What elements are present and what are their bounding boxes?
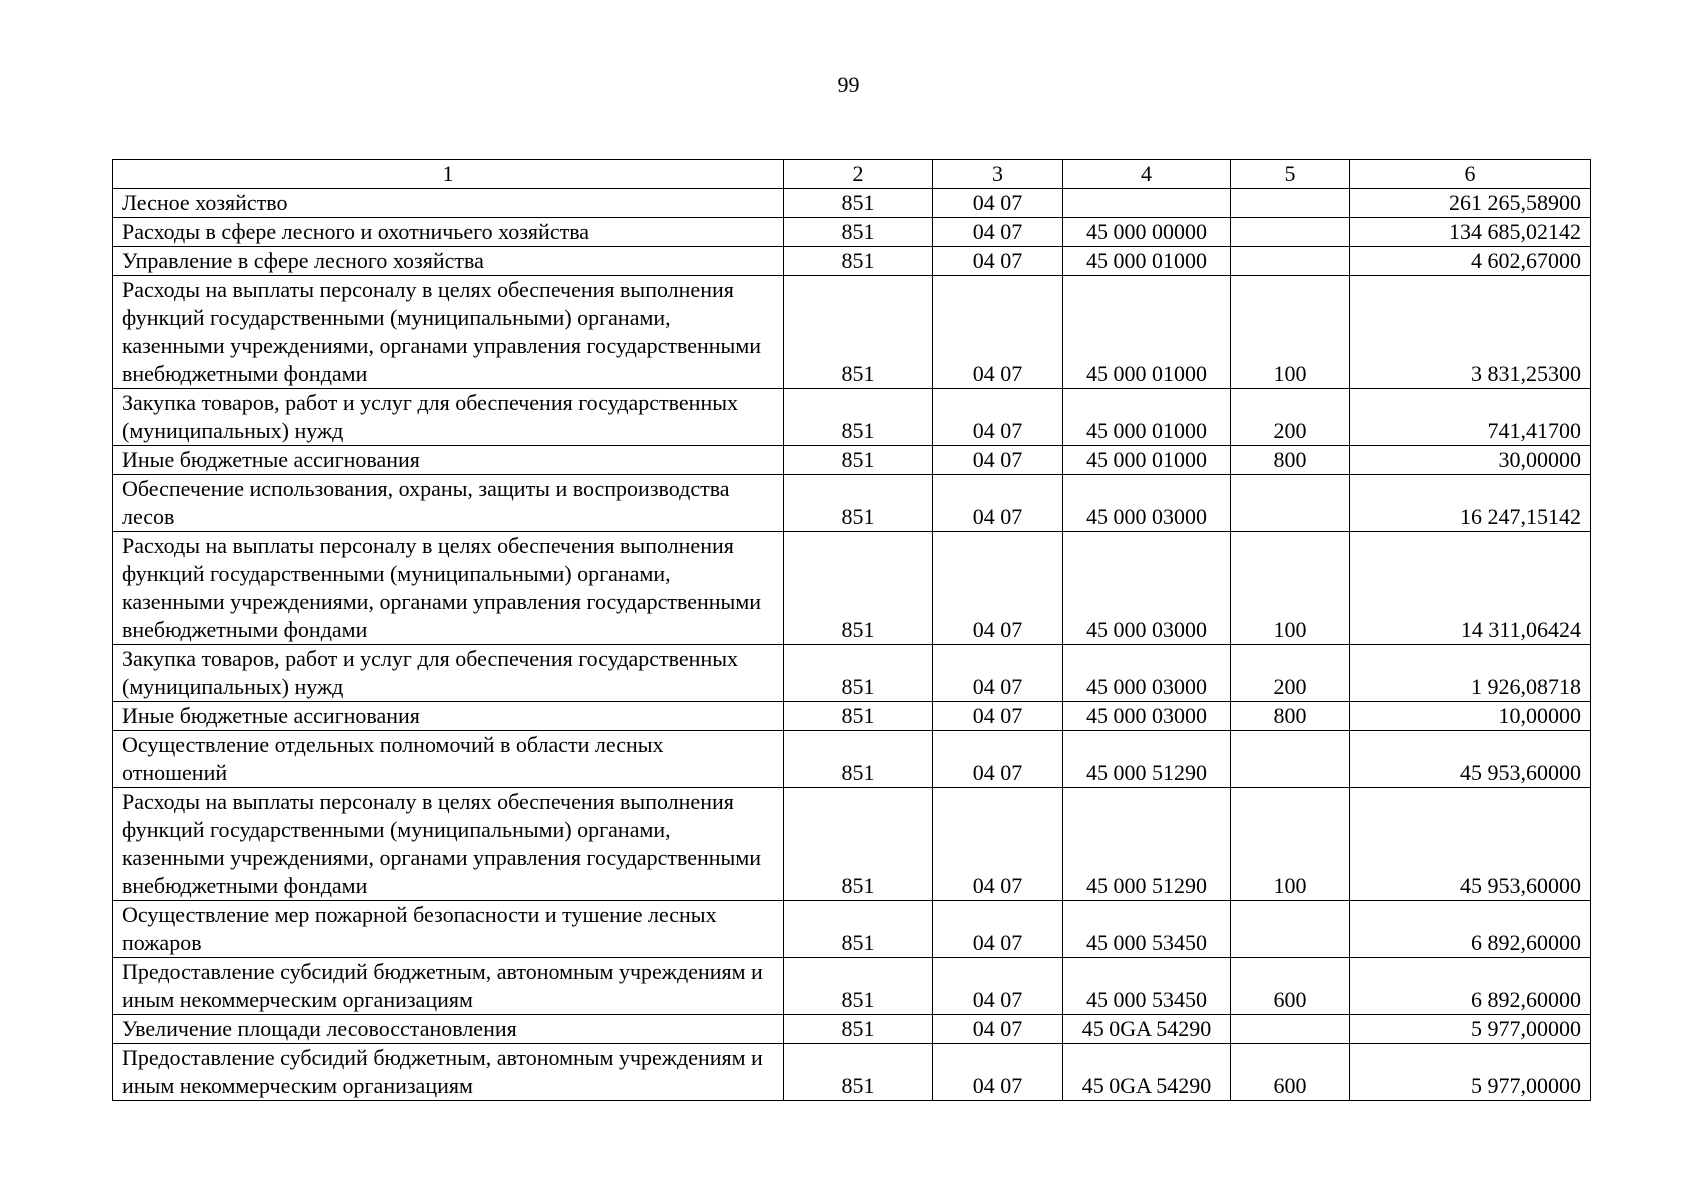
table-row <box>113 1015 1591 1044</box>
row-sum-cell: 3 831,25300 <box>1350 276 1591 389</box>
row-csr-cell: 45 000 03000 <box>1063 475 1231 532</box>
table-row <box>113 247 1591 276</box>
row-vr-cell <box>1231 475 1350 532</box>
row-name-cell: Расходы на выплаты персоналу в целях обеспечения выполнения функций государственными (муниципальными) органами, казенными учреждениями, органами управления государственными внебюджетными фондами <box>113 276 784 389</box>
row-sum-cell: 14 311,06424 <box>1350 532 1591 645</box>
row-csr-cell: 45 000 01000 <box>1063 446 1231 475</box>
row-rz-cell: 04 07 <box>933 446 1063 475</box>
row-vr-cell <box>1231 731 1350 788</box>
row-csr-cell: 45 000 01000 <box>1063 247 1231 276</box>
row-gr-cell: 851 <box>784 446 933 475</box>
row-gr-cell: 851 <box>784 731 933 788</box>
header-cell-5: 5 <box>1231 160 1350 189</box>
row-name-cell: Расходы на выплаты персоналу в целях обеспечения выполнения функций государственными (муниципальными) органами, казенными учреждениями, органами управления государственными внебюджетными фондами <box>113 532 784 645</box>
row-vr-cell <box>1231 247 1350 276</box>
row-sum-cell: 1 926,08718 <box>1350 645 1591 702</box>
row-rz-cell: 04 07 <box>933 218 1063 247</box>
row-gr-cell: 851 <box>784 218 933 247</box>
row-sum-cell: 30,00000 <box>1350 446 1591 475</box>
row-csr-cell: 45 000 01000 <box>1063 276 1231 389</box>
row-sum-cell: 5 977,00000 <box>1350 1015 1591 1044</box>
table-row <box>113 702 1591 731</box>
row-csr-cell: 45 000 53450 <box>1063 901 1231 958</box>
row-csr-cell: 45 000 00000 <box>1063 218 1231 247</box>
row-rz-cell: 04 07 <box>933 247 1063 276</box>
row-sum-cell: 134 685,02142 <box>1350 218 1591 247</box>
row-gr-cell: 851 <box>784 276 933 389</box>
row-name-cell: Осуществление мер пожарной безопасности и тушение лесных пожаров <box>113 901 784 958</box>
row-name-cell: Иные бюджетные ассигнования <box>113 446 784 475</box>
page-number: 99 <box>837 72 860 97</box>
row-rz-cell: 04 07 <box>933 389 1063 446</box>
row-rz-cell: 04 07 <box>933 189 1063 218</box>
row-csr-cell: 45 000 03000 <box>1063 532 1231 645</box>
table-row <box>113 958 1591 1015</box>
row-vr-cell: 600 <box>1231 1044 1350 1101</box>
row-vr-cell: 800 <box>1231 702 1350 731</box>
table-row <box>113 276 1591 389</box>
row-rz-cell: 04 07 <box>933 532 1063 645</box>
row-sum-cell: 4 602,67000 <box>1350 247 1591 276</box>
header-cell-4: 4 <box>1063 160 1231 189</box>
row-sum-cell: 261 265,58900 <box>1350 189 1591 218</box>
row-vr-cell: 600 <box>1231 958 1350 1015</box>
row-gr-cell: 851 <box>784 189 933 218</box>
row-rz-cell: 04 07 <box>933 702 1063 731</box>
row-name-cell: Предоставление субсидий бюджетным, автономным учреждениям и иным некоммерческим организациям <box>113 958 784 1015</box>
row-rz-cell: 04 07 <box>933 1044 1063 1101</box>
row-sum-cell: 741,41700 <box>1350 389 1591 446</box>
table-row <box>113 788 1591 901</box>
table-row <box>113 189 1591 218</box>
row-vr-cell <box>1231 1015 1350 1044</box>
row-name-cell: Осуществление отдельных полномочий в области лесных отношений <box>113 731 784 788</box>
row-gr-cell: 851 <box>784 958 933 1015</box>
table-row <box>113 901 1591 958</box>
table-row <box>113 218 1591 247</box>
row-vr-cell: 800 <box>1231 446 1350 475</box>
row-rz-cell: 04 07 <box>933 475 1063 532</box>
row-csr-cell: 45 000 53450 <box>1063 958 1231 1015</box>
row-name-cell: Иные бюджетные ассигнования <box>113 702 784 731</box>
row-rz-cell: 04 07 <box>933 958 1063 1015</box>
table-row <box>113 645 1591 702</box>
row-sum-cell: 45 953,60000 <box>1350 788 1591 901</box>
row-rz-cell: 04 07 <box>933 645 1063 702</box>
table-row <box>113 475 1591 532</box>
table-header <box>113 160 1591 189</box>
row-sum-cell: 16 247,15142 <box>1350 475 1591 532</box>
row-gr-cell: 851 <box>784 788 933 901</box>
table-row <box>113 389 1591 446</box>
row-gr-cell: 851 <box>784 1044 933 1101</box>
row-gr-cell: 851 <box>784 532 933 645</box>
row-vr-cell: 100 <box>1231 276 1350 389</box>
header-cell-6: 6 <box>1350 160 1591 189</box>
row-gr-cell: 851 <box>784 475 933 532</box>
row-rz-cell: 04 07 <box>933 276 1063 389</box>
row-gr-cell: 851 <box>784 702 933 731</box>
row-vr-cell: 100 <box>1231 532 1350 645</box>
row-rz-cell: 04 07 <box>933 731 1063 788</box>
row-csr-cell: 45 000 03000 <box>1063 645 1231 702</box>
row-csr-cell: 45 000 01000 <box>1063 389 1231 446</box>
row-csr-cell: 45 000 03000 <box>1063 702 1231 731</box>
row-rz-cell: 04 07 <box>933 1015 1063 1044</box>
row-sum-cell: 6 892,60000 <box>1350 901 1591 958</box>
row-rz-cell: 04 07 <box>933 788 1063 901</box>
row-csr-cell: 45 0GA 54290 <box>1063 1044 1231 1101</box>
row-gr-cell: 851 <box>784 901 933 958</box>
row-name-cell: Управление в сфере лесного хозяйства <box>113 247 784 276</box>
row-csr-cell <box>1063 189 1231 218</box>
row-vr-cell: 200 <box>1231 645 1350 702</box>
row-gr-cell: 851 <box>784 389 933 446</box>
header-cell-3: 3 <box>933 160 1063 189</box>
row-name-cell: Обеспечение использования, охраны, защиты и воспроизводства лесов <box>113 475 784 532</box>
row-gr-cell: 851 <box>784 1015 933 1044</box>
row-name-cell: Расходы на выплаты персоналу в целях обеспечения выполнения функций государственными (муниципальными) органами, казенными учреждениями, органами управления государственными внебюджетными фондами <box>113 788 784 901</box>
row-name-cell: Лесное хозяйство <box>113 189 784 218</box>
table-row <box>113 446 1591 475</box>
row-name-cell: Увеличение площади лесовосстановления <box>113 1015 784 1044</box>
table-row <box>113 1044 1591 1101</box>
header-cell-1: 1 <box>113 160 784 189</box>
row-vr-cell <box>1231 189 1350 218</box>
row-name-cell: Закупка товаров, работ и услуг для обеспечения государственных (муниципальных) нужд <box>113 389 784 446</box>
row-sum-cell: 5 977,00000 <box>1350 1044 1591 1101</box>
table-row <box>113 532 1591 645</box>
row-name-cell: Расходы в сфере лесного и охотничьего хозяйства <box>113 218 784 247</box>
row-name-cell: Закупка товаров, работ и услуг для обеспечения государственных (муниципальных) нужд <box>113 645 784 702</box>
row-csr-cell: 45 0GA 54290 <box>1063 1015 1231 1044</box>
budget-table <box>112 159 1591 1101</box>
row-vr-cell: 200 <box>1231 389 1350 446</box>
row-vr-cell: 100 <box>1231 788 1350 901</box>
row-name-cell: Предоставление субсидий бюджетным, автономным учреждениям и иным некоммерческим организациям <box>113 1044 784 1101</box>
header-cell-2: 2 <box>784 160 933 189</box>
row-sum-cell: 45 953,60000 <box>1350 731 1591 788</box>
row-rz-cell: 04 07 <box>933 901 1063 958</box>
row-vr-cell <box>1231 901 1350 958</box>
row-vr-cell <box>1231 218 1350 247</box>
row-gr-cell: 851 <box>784 645 933 702</box>
row-csr-cell: 45 000 51290 <box>1063 731 1231 788</box>
row-csr-cell: 45 000 51290 <box>1063 788 1231 901</box>
row-sum-cell: 6 892,60000 <box>1350 958 1591 1015</box>
table-body <box>113 189 1591 1101</box>
row-gr-cell: 851 <box>784 247 933 276</box>
table-row <box>113 731 1591 788</box>
header-row <box>113 160 1591 189</box>
row-sum-cell: 10,00000 <box>1350 702 1591 731</box>
